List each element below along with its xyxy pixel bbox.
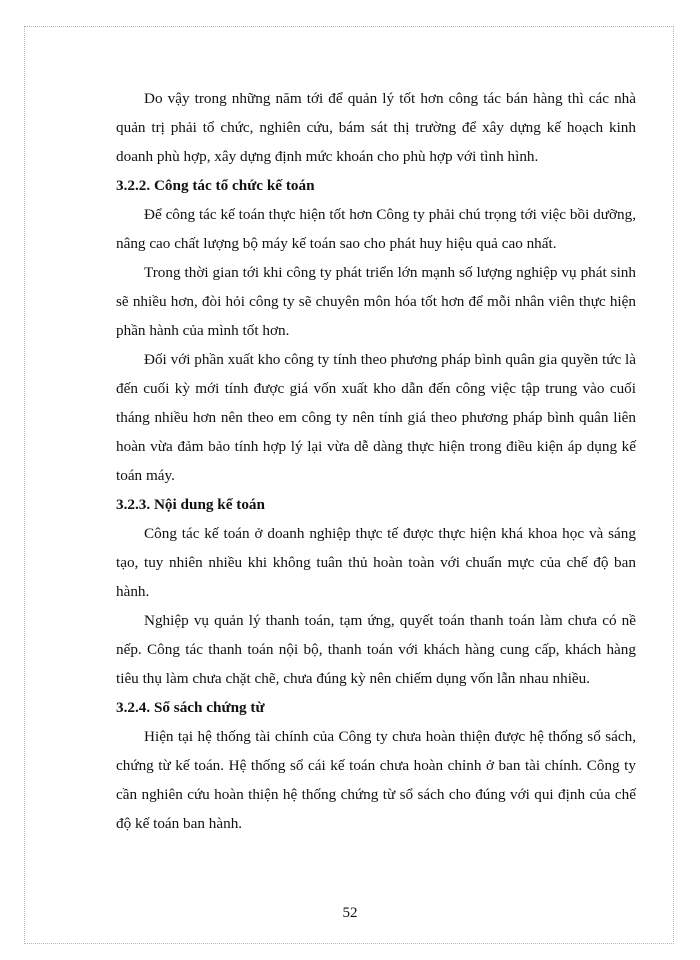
paragraph-company-growth: Trong thời gian tới khi công ty phát triển lớn mạnh số lượng nghiệp vụ phát sinh sẽ nhiều hơn, đòi hỏi công ty sẽ chuyên môn hóa tốt hơn để mỗi nhân viên thực hiện phần hành của mình tốt hơn. [116, 264, 636, 339]
paragraph-inventory-valuation: Đối với phần xuất kho công ty tính theo phương pháp bình quân gia quyền tức là đến cuối kỳ mới tính được giá vốn xuất kho dẫn đến công việc tập trung vào cuối tháng nhiều hơn nên theo em công ty nên tính giá theo phương pháp bình quân liên hoàn vừa đảm bảo tính hợp lý lại vừa dễ dàng thực hiện trong điều kiện áp dụng kế toán máy. [116, 351, 636, 484]
paragraph-payment-management: Nghiệp vụ quản lý thanh toán, tạm ứng, quyết toán thanh toán làm chưa có nề nếp. Công tác thanh toán nội bộ, thanh toán với khách hàng cung cấp, khách hàng tiêu thụ làm chưa chặt chẽ, chưa đúng kỳ nên chiếm dụng vốn lẫn nhau nhiều. [116, 612, 636, 687]
document-content [116, 84, 636, 838]
heading-books-vouchers: 3.2.4. Sổ sách chứng từ [116, 699, 265, 716]
page-number: 52 [342, 905, 358, 921]
paragraph-sales-planning: Do vậy trong những năm tới để quản lý tốt hơn công tác bán hàng thì các nhà quản trị phải tổ chức, nghiên cứu, bám sát thị trường để xây dựng kế hoạch kinh doanh phù hợp, xây dựng định mức khoán cho phù hợp với tình hình. [116, 90, 636, 165]
paragraph-accounting-improvement: Để công tác kế toán thực hiện tốt hơn Công ty phải chú trọng tới việc bồi dưỡng, nâng cao chất lượng bộ máy kế toán sao cho phát huy hiệu quả cao nhất. [116, 206, 636, 252]
paragraph-accounting-practice: Công tác kế toán ở doanh nghiệp thực tế được thực hiện khá khoa học và sáng tạo, tuy nhiên nhiều khi không tuân thủ hoàn toàn với chuẩn mực của chế độ ban hành. [116, 525, 636, 600]
heading-accounting-content: 3.2.3. Nội dung kế toán [116, 496, 265, 513]
paragraph-financial-system: Hiện tại hệ thống tài chính của Công ty chưa hoàn thiện được hệ thống sổ sách, chứng từ kế toán. Hệ thống sổ cái kế toán chưa hoàn chỉnh ở ban tài chính. Công ty cần nghiên cứu hoàn thiện hệ thống chứng từ sổ sách cho đúng với qui định của chế độ kế toán ban hành. [116, 728, 636, 832]
heading-accounting-organization: 3.2.2. Công tác tổ chức kế toán [116, 177, 315, 194]
